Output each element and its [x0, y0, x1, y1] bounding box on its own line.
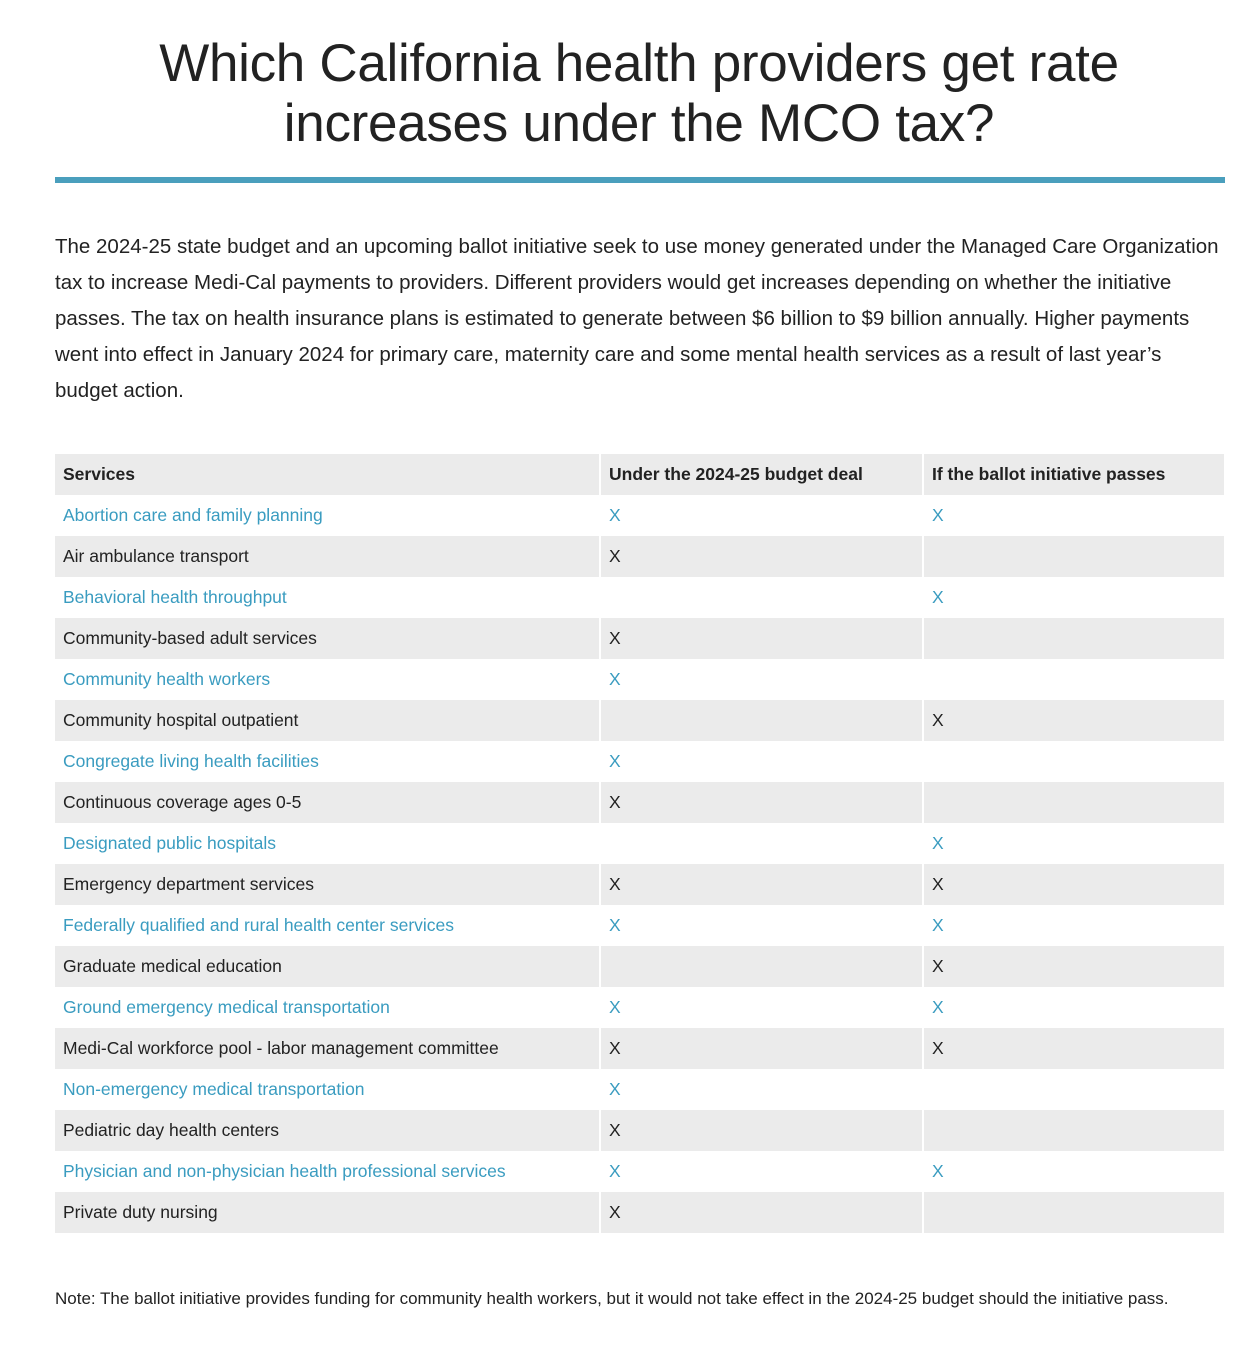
- budget-deal-cell: [601, 700, 924, 741]
- table-row: [55, 741, 1224, 782]
- ballot-initiative-cell: X: [924, 577, 1224, 618]
- table-row: [55, 495, 1224, 536]
- services-table: [55, 454, 1224, 1233]
- table-row: [55, 1151, 1224, 1192]
- ballot-initiative-cell: X: [924, 946, 1224, 987]
- budget-deal-cell: X: [601, 618, 924, 659]
- page-title: Which California health providers get rate increases under the MCO tax?: [159, 34, 1119, 153]
- ballot-initiative-cell: [924, 1192, 1224, 1233]
- ballot-initiative-cell: X: [924, 823, 1224, 864]
- service-name-cell: Community-based adult services: [55, 618, 601, 659]
- service-name-cell: Designated public hospitals: [55, 823, 601, 864]
- ballot-initiative-cell: X: [924, 700, 1224, 741]
- budget-deal-cell: X: [601, 905, 924, 946]
- budget-deal-cell: X: [601, 1028, 924, 1069]
- ballot-initiative-cell: X: [924, 905, 1224, 946]
- budget-deal-cell: X: [601, 536, 924, 577]
- table-row: [55, 1028, 1224, 1069]
- ballot-initiative-cell: X: [924, 987, 1224, 1028]
- ballot-initiative-cell: X: [924, 1151, 1224, 1192]
- table-row: [55, 1110, 1224, 1151]
- ballot-initiative-cell: [924, 782, 1224, 823]
- ballot-initiative-cell: [924, 536, 1224, 577]
- service-name-cell: Medi-Cal workforce pool - labor management committee: [55, 1028, 601, 1069]
- service-name-cell: Private duty nursing: [55, 1192, 601, 1233]
- budget-deal-cell: X: [601, 495, 924, 536]
- service-name-cell: Physician and non-physician health professional services: [55, 1151, 601, 1192]
- service-name-cell: Abortion care and family planning: [55, 495, 601, 536]
- column-header-budget-deal: Under the 2024-25 budget deal: [601, 454, 924, 495]
- table-row: [55, 1069, 1224, 1110]
- ballot-initiative-cell: X: [924, 1028, 1224, 1069]
- budget-deal-cell: X: [601, 782, 924, 823]
- ballot-initiative-cell: X: [924, 495, 1224, 536]
- intro-paragraph: The 2024-25 state budget and an upcoming ballot initiative seek to use money generated under the Managed Care Organization tax to increase Medi-Cal payments to providers. Different providers would get increases depending on whether the initiative passes. The tax on health insurance plans is estimated to generate between $6 billion to $9 billion annually. Higher payments went into effect in January 2024 for primary care, maternity care and some mental health services as a result of last year’s budget action.: [55, 235, 1219, 402]
- ballot-initiative-cell: [924, 1110, 1224, 1151]
- table-row: [55, 1192, 1224, 1233]
- table-row: [55, 700, 1224, 741]
- budget-deal-cell: X: [601, 1192, 924, 1233]
- table-row: [55, 946, 1224, 987]
- table-row: [55, 536, 1224, 577]
- table-row: [55, 864, 1224, 905]
- service-name-cell: Graduate medical education: [55, 946, 601, 987]
- budget-deal-cell: X: [601, 1151, 924, 1192]
- service-name-cell: Federally qualified and rural health center services: [55, 905, 601, 946]
- service-name-cell: Pediatric day health centers: [55, 1110, 601, 1151]
- budget-deal-cell: X: [601, 741, 924, 782]
- budget-deal-cell: X: [601, 659, 924, 700]
- column-header-services: Services: [55, 454, 601, 495]
- service-name-cell: Community hospital outpatient: [55, 700, 601, 741]
- title-divider: [55, 177, 1225, 183]
- budget-deal-cell: X: [601, 1110, 924, 1151]
- ballot-initiative-cell: X: [924, 864, 1224, 905]
- table-row: [55, 659, 1224, 700]
- service-name-cell: Ground emergency medical transportation: [55, 987, 601, 1028]
- footnote: Note: The ballot initiative provides funding for community health workers, but it would not take effect in the 2024-25 budget should the initiative pass.: [55, 1289, 1169, 1308]
- service-name-cell: Non-emergency medical transportation: [55, 1069, 601, 1110]
- service-name-cell: Behavioral health throughput: [55, 577, 601, 618]
- table-row: [55, 905, 1224, 946]
- ballot-initiative-cell: [924, 1069, 1224, 1110]
- table-row: [55, 782, 1224, 823]
- budget-deal-cell: [601, 577, 924, 618]
- budget-deal-cell: X: [601, 1069, 924, 1110]
- table-header-row: [55, 454, 1224, 495]
- table-body: [55, 495, 1224, 1233]
- service-name-cell: Congregate living health facilities: [55, 741, 601, 782]
- service-name-cell: Air ambulance transport: [55, 536, 601, 577]
- budget-deal-cell: X: [601, 987, 924, 1028]
- budget-deal-cell: [601, 823, 924, 864]
- ballot-initiative-cell: [924, 618, 1224, 659]
- ballot-initiative-cell: [924, 741, 1224, 782]
- table-row: [55, 618, 1224, 659]
- table-row: [55, 823, 1224, 864]
- table-row: [55, 987, 1224, 1028]
- service-name-cell: Community health workers: [55, 659, 601, 700]
- table-row: [55, 577, 1224, 618]
- service-name-cell: Continuous coverage ages 0-5: [55, 782, 601, 823]
- column-header-ballot-initiative: If the ballot initiative passes: [924, 454, 1224, 495]
- ballot-initiative-cell: [924, 659, 1224, 700]
- budget-deal-cell: X: [601, 864, 924, 905]
- service-name-cell: Emergency department services: [55, 864, 601, 905]
- budget-deal-cell: [601, 946, 924, 987]
